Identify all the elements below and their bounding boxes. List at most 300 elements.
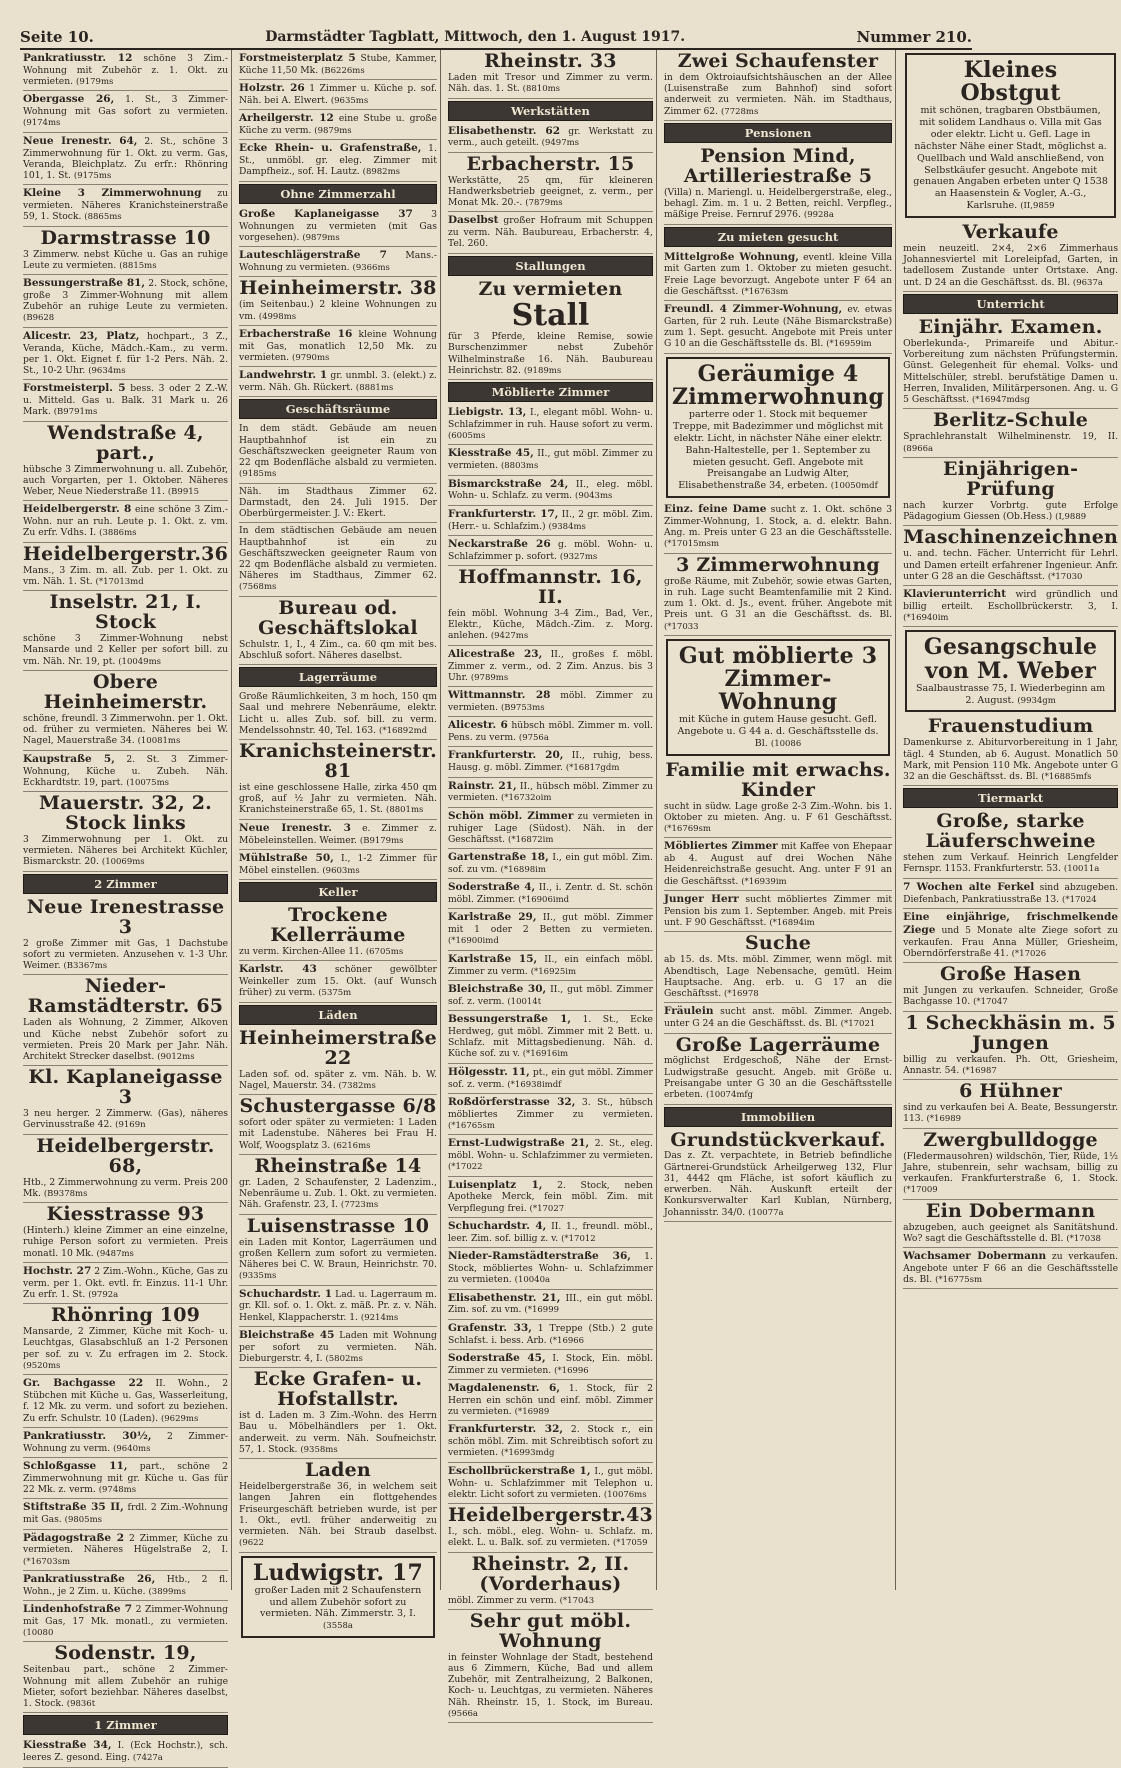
ad-reference: (9635ms bbox=[330, 95, 369, 106]
ad-reference: (9928a bbox=[803, 210, 834, 221]
classified-ad bbox=[448, 909, 653, 950]
ad-headline: Frauenstudium bbox=[927, 715, 1094, 738]
ad-text: In dem städt. Gebäude am neuen Hauptbahnhof ist ein zu Geschäftszwecken geeigneter Raum von 22 qm Bodenfläche alsbald zu vermieten. bbox=[239, 423, 437, 469]
classified-ad bbox=[23, 422, 228, 502]
ad-text: pt., ein gut möbl. Zimmer sof. z. verm. bbox=[447, 1066, 653, 1090]
ad-headline: Pension Mind, Artilleriestraße 5 bbox=[683, 144, 873, 187]
ad-reference: (7568ms bbox=[239, 582, 277, 593]
ad-headline: Rheinstr. 2, II. (Vorderhaus) bbox=[471, 1552, 630, 1595]
classified-ad bbox=[448, 717, 653, 747]
classified-ad bbox=[448, 1380, 653, 1421]
ad-address: Eine einjährige, frischmelkende Ziege bbox=[903, 910, 1119, 936]
ad-headline: Trockene Kellerräume bbox=[270, 904, 406, 947]
classified-ad bbox=[23, 1135, 228, 1203]
ad-headline: Nieder-Ramstädterstr. 65 bbox=[27, 975, 224, 1018]
ad-headline: Mauerstr. 32, 2. Stock links bbox=[39, 792, 212, 835]
ad-reference: (*16894im bbox=[769, 918, 815, 929]
classified-ad bbox=[23, 275, 228, 328]
ad-reference: (*16989 bbox=[926, 1114, 962, 1125]
ad-text: I. (Eck Hochstr.), sch. leeres Z. gesond. Eing. bbox=[23, 1740, 229, 1764]
classified-ad bbox=[664, 249, 892, 302]
ad-address: Gr. Bachgasse 22 bbox=[23, 1377, 144, 1390]
classified-ad bbox=[448, 849, 653, 879]
ad-reference: (5375m bbox=[318, 988, 352, 999]
ad-text: 1. Stock, für 2 Herren ein schön und einf. möbl. Zimmer zu vermieten. bbox=[447, 1383, 653, 1418]
ad-text: 3. St., hübsch möbliertes Zimmer zu vermieten. bbox=[447, 1096, 653, 1120]
classified-ad bbox=[664, 838, 892, 891]
ad-text: Laden als Wohnung, 2 Zimmer, Alkoven und Küche nebst Zubehör sofort zu vermieten. Preis 20 Mark per Jahr. Näh. Architekt Strecker daselbst. bbox=[23, 1017, 229, 1062]
ad-reference: (10011a bbox=[1063, 864, 1100, 875]
classified-ad bbox=[239, 820, 437, 850]
section-heading: Möblierte Zimmer bbox=[448, 382, 653, 402]
classified-ad bbox=[664, 501, 892, 554]
ad-headline: Wendstraße 4, part., bbox=[47, 421, 204, 464]
classified-ad bbox=[23, 543, 228, 592]
classified-ad bbox=[239, 110, 437, 140]
ad-text: hübsch möbl. Zimmer m. voll. Pens. zu verm. bbox=[447, 720, 653, 744]
ad-reference: (3899ms bbox=[148, 1586, 186, 1597]
ad-text: 1. Stock, möbliertes Wohn- u. Schlafzimmer zu vermieten. bbox=[447, 1251, 653, 1286]
ad-reference: (7723ms bbox=[340, 1200, 379, 1211]
ad-reference: (9175ms bbox=[73, 170, 112, 181]
ad-address: Karlstr. 43 bbox=[239, 963, 317, 976]
ad-text: 2 Zimmer, Küche zu vermieten. Näheres Hügelstraße 2, I. bbox=[23, 1532, 229, 1556]
ad-address: Neckarstraße 26 bbox=[447, 537, 551, 550]
ad-headline: Große Lagerräume bbox=[675, 1033, 881, 1056]
ad-headline: Ein Dobermann bbox=[925, 1199, 1096, 1222]
ad-text: eine schöne 3 Zim.-Wohn. nur an ruh. Leute p. 1. Okt. z. vm. Zu erfr. Vdhs. I. bbox=[23, 504, 229, 539]
ad-text: Schulstr. 1, I., 4 Zim., ca. 60 qm mit bes. Abschluß sofort. Näheres daselbst. bbox=[239, 638, 437, 661]
ad-headline: Gesangschule von M. Weber bbox=[923, 634, 1098, 684]
classified-columns bbox=[20, 50, 1119, 1764]
ad-text: 3 Zimmerwohnung per 1. Okt. zu vermieten. Näheres bei Architekt Küchler, Bismarckstr. 20. bbox=[23, 833, 229, 868]
ad-reference: (9748ms bbox=[98, 1485, 137, 1496]
ad-text: 3 Wohnungen zu vermieten (mit Gas vorgesehen). bbox=[239, 208, 437, 243]
ad-reference: (8810ms bbox=[522, 84, 561, 95]
ad-reference: (8815ms bbox=[119, 260, 157, 271]
ad-text: 1. St., 3 Zimmer-Wohnung mit Gas sofort zu vermieten. bbox=[23, 94, 229, 118]
classified-ad bbox=[23, 1304, 228, 1375]
classified-ad bbox=[664, 554, 892, 636]
ad-reference: (*16966 bbox=[549, 1335, 585, 1346]
ad-address: Wachsamer Dobermann bbox=[903, 1250, 1047, 1263]
ad-reference: (*16763sm bbox=[741, 286, 789, 297]
ad-text: Laden mit Tresor und Zimmer zu verm. Näh. das. 1. St. bbox=[447, 71, 653, 95]
ad-headline: Einjähr. Examen. bbox=[918, 316, 1103, 339]
classified-ad bbox=[903, 316, 1118, 409]
ad-reference: (*16906imd bbox=[518, 895, 570, 906]
section-heading: Läden bbox=[239, 1005, 437, 1025]
ad-address: Freundl. 4 Zimmer-Wohnung, bbox=[663, 303, 843, 316]
ad-reference: (II,9859 bbox=[1020, 201, 1055, 212]
ad-text: II., gut möbl. Zimmer sof. z. verm. bbox=[447, 983, 653, 1007]
ad-text: Heidelbergerstraße 36, in welchem seit langen Jahren ein flottgehendes Friseurgeschäft betrieben wurde, ist per 1. Okt., evtl. früher anderweitig zu vermieten. Näh. bei Straub daselbst. bbox=[239, 1481, 437, 1538]
classified-ad bbox=[448, 1011, 653, 1064]
ad-text: Stube, Kammer, Küche 11,50 Mk. bbox=[239, 53, 437, 76]
ad-reference: (*16775sm bbox=[935, 1275, 983, 1286]
ad-address: Erbacherstraße 16 bbox=[239, 327, 353, 340]
ad-headline: Grundstückverkauf. bbox=[670, 1128, 886, 1151]
ad-text: großer Hofraum mit Schuppen zu verm. Näh. Baubureau, Erbacherstr. 4, Tel. 260. bbox=[447, 215, 653, 250]
classified-ad bbox=[903, 221, 1118, 292]
column-1 bbox=[20, 50, 232, 1764]
ad-text: II., 2 gr. möbl. Zim. (Herr.- u. Schlafzim.) bbox=[447, 508, 653, 532]
ad-address: Landwehrstr. 1 bbox=[239, 369, 328, 382]
ad-reference: (*16872im bbox=[508, 834, 554, 845]
ad-reference: (10075ms bbox=[126, 777, 170, 788]
ad-headline: Heidelbergerstr. 68, bbox=[36, 1134, 215, 1177]
ad-address: Nieder-Ramstädterstraße 36, bbox=[447, 1250, 631, 1263]
classified-ad bbox=[448, 123, 653, 153]
ad-headline: Heidelbergerstr.36 bbox=[23, 542, 229, 565]
classified-ad bbox=[448, 1177, 653, 1218]
ad-reference: (9043ms bbox=[575, 491, 613, 502]
ad-reference: (*17021 bbox=[840, 1019, 876, 1030]
section-heading: Tiermarkt bbox=[903, 788, 1118, 808]
boxed-advertisement bbox=[241, 1556, 435, 1639]
ad-reference: (6005ms bbox=[447, 431, 486, 442]
section-heading: Pensionen bbox=[664, 123, 892, 143]
classified-ad bbox=[239, 1095, 437, 1155]
ad-address: Ecke Rhein- u. Grafenstraße, bbox=[239, 142, 422, 155]
classified-ad bbox=[664, 1003, 892, 1033]
classified-ad bbox=[664, 145, 892, 225]
ad-reference: (*17013md bbox=[95, 577, 144, 587]
ad-text: 2. St., schöne 3 Zimmerwohnung für 1. Okt. zu verm. Gas, Veranda, Bleichplatz. Zu erfr.: Rhönring 101, 1. St. bbox=[23, 135, 229, 181]
ad-text: Oberlekunda-, Primareife und Abitur.-Vorbereitung zum nächsten Prüfungstermin. Günst. Gelegenheit für ehemal. Volks- und Mittelschüler, strebl. berufstätige Damen u. Herren, Invaliden, Militärpersonen. Ang. u. G 5 Geschäftsst. bbox=[903, 337, 1119, 406]
ad-text: hochpart., 3 Z., Veranda, Küche, Mädch.-Kam., zu verm. per 1. Okt. Eignet f. für 1-2 Pers. Näh. 2. St., 10-2 Uhr. bbox=[23, 330, 229, 377]
ad-text: 2 Zimmer-Wohnung zu verm. bbox=[23, 1430, 229, 1454]
ad-reference: (9836t bbox=[66, 1699, 96, 1710]
section-heading: Stallungen bbox=[448, 256, 653, 276]
ad-text: ist d. Laden m. 3 Zim.-Wohn. des Herrn Bau u. Möbelhändlers per 1. Okt. anderweit. zu verm. Näh. Soufneichstr. 57, 1. Stock. bbox=[239, 1410, 437, 1455]
ad-reference: (10049ms bbox=[118, 656, 162, 667]
ad-reference: (9174ms bbox=[23, 118, 61, 129]
ad-reference: (7382ms bbox=[338, 1080, 376, 1091]
ad-reference: (9789ms bbox=[470, 672, 509, 683]
ad-reference: (9427ms bbox=[490, 631, 529, 642]
ad-headline: Verkaufe bbox=[962, 221, 1059, 244]
ad-address: Bessungerstraße 1, bbox=[447, 1013, 572, 1026]
ad-reference: (*16885mfs bbox=[1041, 772, 1092, 783]
classified-ad bbox=[239, 1027, 437, 1095]
ad-text: schöne 3 Zimmer-Wohnung nebst Mansarde und 2 Keller per sofort bill. zu vm. Näh. Nr. 19, pt. bbox=[23, 633, 229, 667]
ad-address: Forstmeisterplatz 5 bbox=[239, 52, 356, 64]
ad-text: Laden sof. od. später z. vm. Näh. b. W. Nagel, Mauerstr. 34. bbox=[239, 1068, 437, 1091]
classified-ad bbox=[23, 591, 228, 671]
ad-text: Htb., 2 fl. Wohn., je 2 Zim. u. Küche. bbox=[23, 1573, 229, 1597]
ad-address: Forstmeisterpl. 5 bbox=[23, 382, 126, 395]
ad-reference: (9179ms bbox=[76, 77, 114, 88]
ad-reference: (10040a bbox=[514, 1275, 551, 1286]
ad-text: zu verkaufen. Angebote unter F 66 an die Geschäftsstelle ds. Bl. bbox=[903, 1251, 1119, 1286]
classified-ad bbox=[23, 1203, 228, 1263]
classified-ad bbox=[448, 1290, 653, 1320]
ad-reference: (9497ms bbox=[541, 138, 580, 149]
ad-text: II., eleg. möbl. Wohn- u. Schlafz. zu verm. bbox=[447, 478, 653, 502]
ad-headline: 3 Zimmerwohnung bbox=[676, 553, 880, 576]
ad-text: sucht anst. möbl. Zimmer. Angeb. unter G 24 an die Geschäftsst. ds. Bl. bbox=[663, 1006, 893, 1030]
ad-reference: (B9753ms bbox=[500, 702, 545, 713]
ad-text: ist eine geschlossene Halle, zirka 450 qm groß, auf ½ Jahr zu vermieten. Näh. Kranichsteinerstraße 65, 1. St. bbox=[239, 781, 437, 816]
classified-ad bbox=[239, 523, 437, 596]
classified-ad bbox=[903, 409, 1118, 458]
ad-headline: Obere Heinheimerstr. bbox=[43, 671, 208, 713]
ad-text: In dem städtischen Gebäude am neuen Hauptbahnhof ist ein zu Geschäftszwecken geeigneter Raum von 22 qm Bodenfläche alsbald zu vermieten. Näheres im Stadthaus, Zimmer 62. bbox=[239, 525, 437, 582]
classified-ad bbox=[23, 1066, 228, 1134]
ad-reference: (8865ms bbox=[84, 212, 122, 223]
ad-address: Pädagogstraße 2 bbox=[23, 1531, 125, 1544]
ad-text: Damenkurse z. Abiturvorbereitung in 1 Jahr, tägl. 4 Stunden, ab 6. August. Monatlich 50 Mark, mit Pension 110 Mk. Angebote unter G 32 an die Geschäftsst. ds. Bl. bbox=[903, 737, 1119, 783]
ad-text: II. 1., freundl. möbl., leer. Zim. sof. billig z. v. bbox=[447, 1221, 653, 1244]
ad-reference: (10050mdf bbox=[830, 481, 878, 492]
classified-ad bbox=[239, 206, 437, 247]
ad-text: eine Stube u. große Küche zu verm. bbox=[239, 113, 437, 137]
section-heading: Geschäftsräume bbox=[239, 399, 437, 419]
ad-text: zu vermieten. Näheres Kranichsteinerstraße 59, 1. Stock. bbox=[23, 188, 229, 223]
ad-text: nach kurzer Vorbrtg. gute Erfolge Pädagogium Giessen (Ob.Hess.) bbox=[903, 499, 1119, 523]
ad-address: Liebigstr. 13, bbox=[447, 406, 527, 419]
ad-address: Grafenstr. 33, bbox=[447, 1321, 532, 1334]
classified-ad bbox=[239, 961, 437, 1002]
ad-reference: (9879ms bbox=[314, 126, 352, 137]
ad-reference: (9637a bbox=[1072, 277, 1103, 288]
classified-ad bbox=[23, 328, 228, 381]
ad-address: Mittelgroße Wohnung, bbox=[663, 250, 799, 263]
ad-headline: Laden bbox=[305, 1459, 371, 1482]
boxed-advertisement bbox=[905, 53, 1116, 218]
ad-text: II., hübsch möbl. Zimmer zu vermieten. bbox=[447, 780, 653, 804]
ad-text: gr. Laden, 2 Schaufenster, 2 Ladenzim., Nebenräume u. Zub. 1. Okt. zu vermieten. Näh. Grafenstr. 23, I. bbox=[239, 1176, 437, 1211]
ad-address: Bismarckstraße 24, bbox=[447, 477, 569, 490]
ad-reference: (*17009 bbox=[903, 1185, 938, 1196]
ad-address: Alicestr. 6 bbox=[447, 719, 508, 732]
classified-ad bbox=[239, 1215, 437, 1286]
page-number: Seite 10. bbox=[20, 28, 94, 46]
ad-address: Heidelbergerstr. 8 bbox=[23, 503, 132, 516]
classified-ad bbox=[664, 1129, 892, 1222]
ad-headline: 6 Hühner bbox=[959, 1080, 1063, 1103]
ad-text: in feinster Wohnlage der Stadt, bestehend aus 6 Zimmern, Küche, Bad und allem Zubehör, mit Zentralheizung, 2 Balkonen, Koch- u. Leuchtgas, zu vermieten. Näheres Näh. Rheinstr. 15, 1. Stock, im Bureau. bbox=[447, 1651, 653, 1708]
ad-text: (Villa) n. Mariengl. u. Heidelbergerstraße, eleg., behagl. Zim. m. 1 u. 2 Betten, reichl. Verpfleg., mäßige Preise. Fernruf 2976. bbox=[663, 186, 893, 221]
ad-text: u. and. techn. Fächer. Unterricht für Lehrl. und Damen erteilt erfahrener Ingenieur. Anfr. unter G 28 an die Geschäftsst. bbox=[903, 548, 1119, 582]
ad-text: Mansarde, 2 Zimmer, Küche mit Koch- u. Leuchtgas, Glasabschluß an 1-2 Personen per sof. zu v. Zu erfragen im 2. Stock. bbox=[23, 1326, 229, 1360]
ad-text: g. möbl. Wohn- u. Schlafzimmer p. sofort. bbox=[447, 538, 653, 562]
ad-reference: (9169n bbox=[115, 1120, 146, 1131]
ad-reference: (4998ms bbox=[258, 311, 297, 322]
ad-text: II. Wohn., 2 Stübchen mit Küche u. Gas, Wasserleitung, f. 12 Mk. zu verm. und sofort zu beziehen. Zu erfr. Schulstr. 10 (Laden). bbox=[23, 1378, 229, 1424]
ad-address: Schuchardstr. 1 bbox=[239, 1287, 333, 1300]
classified-ad bbox=[903, 586, 1118, 627]
ad-reference: (*16993mdg bbox=[500, 1448, 555, 1459]
classified-ad bbox=[664, 1034, 892, 1105]
ad-reference: (9756a bbox=[518, 733, 549, 744]
ad-text: großer Laden mit 2 Schaufenstern und allem Zubehör sofort zu vermieten. Näh. Zimmerstr. 3, I. bbox=[254, 1584, 422, 1620]
classified-ad bbox=[903, 458, 1118, 526]
ad-text: möbl. Zimmer zu vermieten. bbox=[447, 690, 653, 713]
ad-headline: Berlitz-Schule bbox=[933, 409, 1089, 432]
ad-text: billig zu verkaufen. Ph. Ott, Griesheim, Annastr. 54. bbox=[903, 1053, 1119, 1076]
ad-text: (im Seitenbau.) 2 kleine Wohnungen zu vm. bbox=[239, 299, 437, 322]
ad-text: abzugeben, auch geeignet als Sanitätshund. Wo? sagt die Geschäftsstelle d. Bl. bbox=[903, 1221, 1119, 1244]
classified-ad bbox=[239, 740, 437, 820]
classified-ad bbox=[23, 50, 228, 91]
ad-headline: Hoffmannstr. 16, II. bbox=[458, 566, 643, 609]
ad-reference: (9214ms bbox=[360, 1312, 399, 1323]
section-heading: Lagerräume bbox=[239, 667, 437, 687]
ad-headline: Luisenstrasse 10 bbox=[246, 1214, 430, 1237]
ad-address: Lauteschlägerstraße 7 bbox=[239, 249, 387, 262]
ad-text: stehen zum Verkauf. Heinrich Lengfelder Fernspr. 1153. Frankfurterstr. 53. bbox=[903, 852, 1119, 875]
classified-ad bbox=[23, 227, 228, 276]
ad-reference: (3558a bbox=[322, 1621, 353, 1632]
ad-reference: (9792a bbox=[88, 1289, 119, 1300]
ad-text: möglichst Erdgeschoß, Nähe der Ernst-Ludwigstraße gesucht. Angeb. mit Größe u. Preisangabe unter G 30 an die Geschäftsstelle erbeten. bbox=[663, 1055, 893, 1101]
ad-reference: (*17030 bbox=[1047, 571, 1083, 582]
classified-ad bbox=[448, 1218, 653, 1248]
ad-address: Soderstraße 45, bbox=[447, 1351, 546, 1364]
ad-address: Arheilgerstr. 12 bbox=[239, 112, 334, 125]
ad-reference: (9634ms bbox=[88, 366, 126, 377]
ad-text: I., sch. möbl., eleg. Wohn- u. Schlafz. m. elekt. L. u. Balk. sof. zu vermieten. bbox=[447, 1526, 653, 1549]
ad-text: eventl. kleine Villa mit Garten zum 1. Oktober zu mieten gesucht. Freie Lage bevorzugt. Angebote unter F 64 an die Geschäftsst. bbox=[663, 251, 893, 297]
ad-address: Elisabethenstr. 21, bbox=[447, 1291, 561, 1304]
ad-address: Kaupstraße 5, bbox=[23, 752, 115, 765]
classified-ad bbox=[448, 1553, 653, 1610]
classified-ad bbox=[903, 879, 1118, 909]
classified-ad bbox=[23, 1428, 228, 1458]
ad-headline: Gut möblierte 3 Zimmer-Wohnung bbox=[678, 642, 878, 716]
ad-text: Seitenbau part., schöne 2 Zimmer-Wohnung mit allem Zubehör an ruhige Mieter, sofort beziehbar. Näheres daselbst, 1. Stock. bbox=[23, 1664, 229, 1710]
ad-reference: (*17043 bbox=[559, 1595, 595, 1606]
ad-reference: (6705ms bbox=[365, 946, 404, 957]
ad-headline: Schustergasse 6/8 bbox=[239, 1095, 437, 1118]
ad-headline: Maschinenzeichnen bbox=[903, 526, 1119, 549]
classified-ad bbox=[448, 1094, 653, 1135]
ad-reference: (9012ms bbox=[157, 1051, 195, 1062]
ad-text: 2. Stock, schöne, große 3 Zimmer-Wohnung mit allem Zubehör an ruhige Leute zu vermieten. bbox=[23, 278, 229, 313]
classified-ad bbox=[239, 421, 437, 483]
classified-ad bbox=[23, 1375, 228, 1428]
classified-ad bbox=[448, 1320, 653, 1350]
classified-ad bbox=[23, 91, 228, 132]
ad-reference: (9366ms bbox=[352, 263, 390, 274]
boxed-advertisement bbox=[905, 630, 1116, 712]
ad-text: und 5 Monate alte Ziege sofort zu verkaufen. Frau Anna Müller, Griesheim, Oberndörferstraße 41. bbox=[903, 924, 1119, 959]
ad-text: 2. St., eleg. möbl. Wohn- u. Schlafzimmer zu vermieten. bbox=[447, 1138, 653, 1162]
ad-text: e. Zimmer z. Möbeleinstellen. Weimer. bbox=[239, 822, 437, 846]
ad-text: 2 Zimmer-Wohnung mit Gas, 17 Mk. monatl., zu vermieten. bbox=[23, 1604, 229, 1627]
ad-address: 7 Wochen alte Ferkel bbox=[903, 880, 1035, 893]
ad-text: Saalbaustrasse 75, I. Wiederbeginn am 2. August. bbox=[915, 682, 1106, 706]
ad-text: I., gut möbl. Wohn- u. Schlafzimmer mit Telephon u. elektr. Licht sofort zu vermieten. bbox=[447, 1465, 653, 1500]
ad-text: möbl. Zimmer zu verm. bbox=[447, 1594, 557, 1606]
ad-reference: (7728ms bbox=[720, 106, 759, 117]
classified-ad bbox=[23, 751, 228, 792]
ad-reference: (*17027 bbox=[529, 1203, 565, 1214]
ad-text: sind zu verkaufen bei A. Beate, Bessungerstr. 113. bbox=[903, 1102, 1119, 1125]
ad-address: Roßdörferstrasse 32, bbox=[447, 1095, 576, 1108]
ad-text: zu vermieten in ruhiger Lage (Südost). Näh. in der Geschäftsst. bbox=[447, 810, 653, 845]
ad-headline: Ecke Grafen- u. Hofstallstr. bbox=[253, 1368, 423, 1411]
ad-address: Möbliertes Zimmer bbox=[663, 840, 778, 853]
section-heading: Werkstätten bbox=[448, 101, 653, 121]
ad-reference: (*16817gdm bbox=[565, 763, 620, 774]
classified-ad bbox=[903, 1080, 1118, 1129]
ad-headline: Große Hasen bbox=[940, 963, 1082, 986]
ad-headline: Rheinstraße 14 bbox=[254, 1154, 422, 1177]
classified-ad bbox=[448, 1463, 653, 1504]
classified-ad bbox=[903, 810, 1118, 878]
classified-ad bbox=[903, 526, 1118, 586]
ad-text: mit schönen, tragbaren Obstbäumen, mit solidem Landhaus o. Villa mit Gas oder elektr. Licht u. Gefl. Lage in nächster Nähe einer Stadt, möglichst a. Quellbach und Wald anschließend, von Selbstkäufer gesucht. Angebote mit genauen Angaben erbeten unter Q 1538 an Haasenstein & Vogler, A.-G., Karlsruhe. bbox=[913, 105, 1108, 212]
ad-text: zu verm. Kirchen-Allee 11. bbox=[239, 945, 363, 957]
ad-text: (Hinterh.) kleine Zimmer an eine einzelne, ruhige Person sofort zu vermieten. Preis monatl. 10 Mk. bbox=[23, 1225, 229, 1259]
ad-reference: (*16939im bbox=[741, 876, 787, 887]
ad-address: Elisabethenstr. 62 bbox=[447, 124, 560, 137]
classified-ad bbox=[903, 1200, 1118, 1249]
classified-ad bbox=[448, 778, 653, 808]
ad-headline: Darmstrasse 10 bbox=[40, 226, 211, 249]
ad-reference: (9358ms bbox=[300, 1444, 338, 1455]
ad-reference: (*17015msm bbox=[663, 539, 720, 550]
ad-reference: (B6226ms bbox=[321, 65, 365, 76]
ad-reference: (8966a bbox=[903, 443, 934, 454]
ad-reference: (*16999 bbox=[524, 1305, 560, 1316]
ad-address: Klavierunterricht bbox=[903, 588, 1007, 601]
classified-ad bbox=[23, 380, 228, 421]
classified-ad bbox=[903, 715, 1118, 786]
classified-ad bbox=[903, 909, 1118, 963]
ad-reference: (*17012 bbox=[561, 1233, 596, 1244]
ad-reference: (*17047 bbox=[973, 997, 1008, 1008]
classified-ad bbox=[239, 689, 437, 740]
column-5 bbox=[900, 50, 1121, 1590]
ad-text: Näh. im Stadthaus Zimmer 62. Darmstadt, den 24. Juli 1915. Der Oberbürgermeister. J. V.: Ekert. bbox=[239, 485, 437, 520]
classified-ad bbox=[23, 1499, 228, 1529]
classified-ad bbox=[23, 1458, 228, 1499]
ad-reference: (9520ms bbox=[23, 1360, 61, 1371]
ad-address: Kleine 3 Zimmerwohnung bbox=[23, 187, 202, 200]
ad-text: 1 Zimmer u. Küche p. sof. Näh. bei A. Elwert. bbox=[239, 83, 437, 106]
ad-address: Junger Herr bbox=[663, 893, 739, 906]
classified-ad bbox=[239, 1327, 437, 1368]
ad-reference: (*16938imdf bbox=[507, 1079, 562, 1090]
classified-ad bbox=[903, 1129, 1118, 1200]
ad-text: mein neuzeitl. 2×4, 2×6 Zimmerhaus Johannesviertel mit Loreleipfad, Garten, in tadellosem Zustande unter Ortstaxe. Ang. unt. D 24 an die Geschäftsst. ds. Bl. bbox=[903, 243, 1119, 288]
ad-reference: (*16989 bbox=[514, 1407, 550, 1418]
classified-ad bbox=[448, 747, 653, 777]
ad-text: wird gründlich und billig erteilt. Eschollbrückerstr. 3, I. bbox=[903, 589, 1119, 612]
ad-text: I., ein gut möbl. Zim. sof. zu vm. bbox=[447, 852, 653, 875]
classified-ad bbox=[23, 1642, 228, 1713]
ad-address: Bleichstraße 45 bbox=[239, 1328, 335, 1341]
ad-headline-large: Stall bbox=[511, 297, 590, 333]
ad-reference: (I,9889 bbox=[1055, 512, 1087, 523]
ad-text: II., i. Zentr. d. St. schön möbl. Zimmer. bbox=[447, 882, 653, 906]
ad-reference: (*16978 bbox=[724, 989, 759, 1000]
boxed-advertisement bbox=[666, 639, 890, 756]
ad-headline: Suche bbox=[745, 932, 812, 955]
ad-text: II., ruhig, bess. Hausg. g. möbl. Zimmer. bbox=[447, 750, 653, 774]
column-2 bbox=[236, 50, 441, 1632]
ad-headline: Zwei Schaufenster bbox=[677, 50, 879, 72]
classified-ad bbox=[239, 484, 437, 524]
classified-ad bbox=[23, 896, 228, 976]
ad-headline: Sodenstr. 19, bbox=[54, 1642, 197, 1665]
ad-reference: (9384ms bbox=[548, 521, 586, 532]
ad-text: bess. 3 oder 2 Z.-W. u. Mitteld. Gas u. Balk. 31 Mark u. 26 Mark. bbox=[23, 383, 229, 418]
